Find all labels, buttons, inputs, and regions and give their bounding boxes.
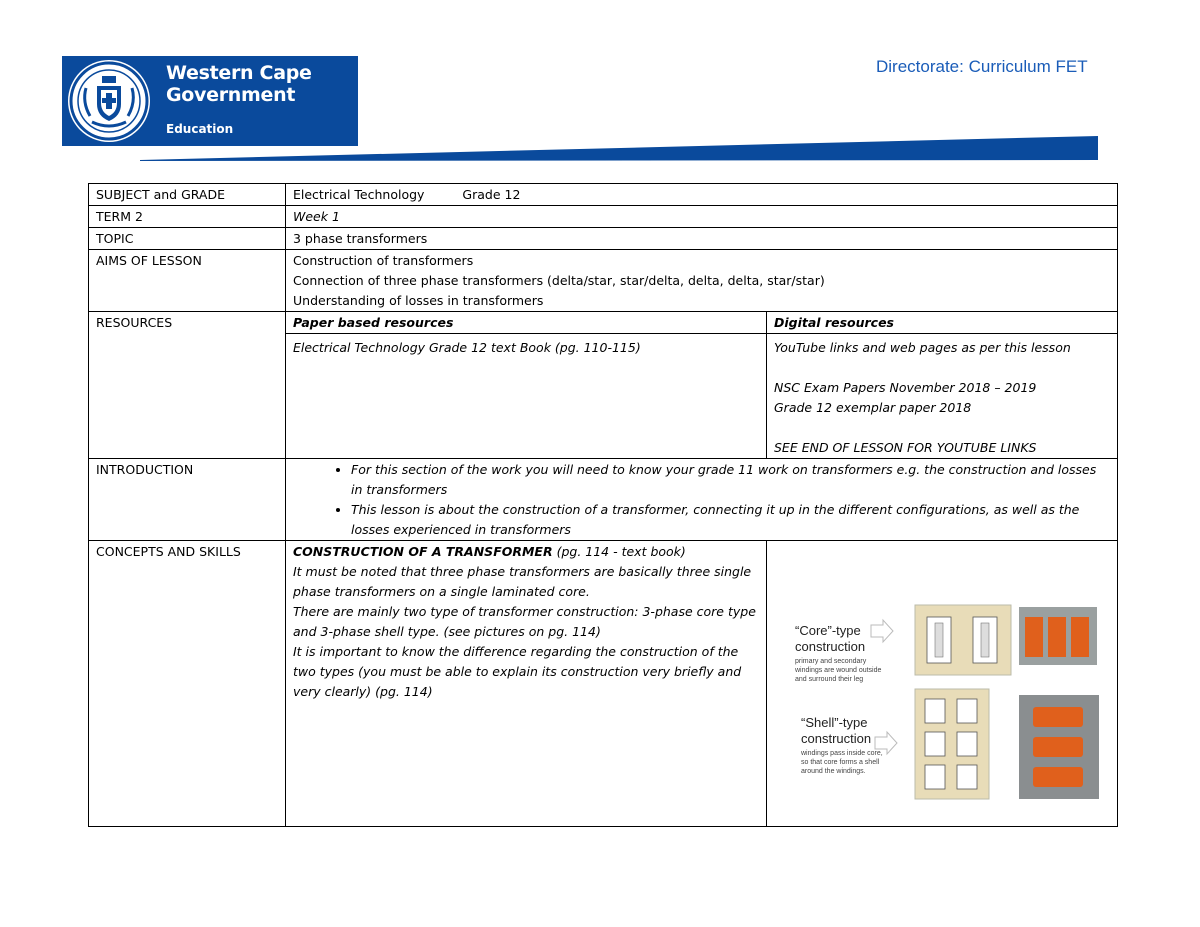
table-row-concepts: [89, 541, 1118, 827]
core-type-desc: primary and secondary: [795, 658, 867, 665]
intro-bullet: • For this section of the work you will need to know your grade 11 work on transformers e.g. the construction and losses in transformers: [351, 460, 1111, 500]
directorate-label: Directorate: Curriculum FET: [876, 57, 1088, 76]
subject-value-cell: [286, 184, 1118, 206]
shell-type-desc: windings pass inside core,: [801, 750, 883, 757]
term-label: TERM 2: [89, 206, 286, 228]
shell-type-title-2: construction: [801, 731, 872, 746]
coat-of-arms-icon: [68, 60, 150, 142]
aims-label: AIMS OF LESSON: [89, 250, 286, 312]
transformer-construction-figure: [787, 603, 1107, 803]
introduction-label: INTRODUCTION: [89, 459, 286, 541]
paper-resources-heading: Paper based resources: [286, 312, 767, 334]
concepts-heading-line: [293, 542, 760, 562]
aim-item: Understanding of losses in transformers: [293, 293, 544, 308]
subject-value: Electrical Technology: [293, 187, 425, 202]
logo-line-3: Education: [166, 122, 234, 136]
introduction-bullets: [293, 460, 1111, 540]
concepts-text-cell: [286, 541, 767, 827]
core-type-desc: windings are wound outside: [795, 667, 882, 674]
table-row-introduction: [89, 459, 1118, 541]
lesson-plan-table: [88, 183, 1118, 827]
grade-value: Grade 12: [462, 187, 521, 202]
resources-label: RESOURCES: [89, 312, 286, 459]
shell-type-desc: so that core forms a shell: [801, 759, 880, 766]
arrow-right-icon: [871, 620, 893, 642]
digital-resource-item: NSC Exam Papers November 2018 – 2019: [774, 380, 1037, 395]
shell-type-title: “Shell”-type: [801, 715, 868, 730]
paper-resource-item: Electrical Technology Grade 12 text Book (pg. 110-115): [286, 334, 767, 459]
concepts-heading: CONSTRUCTION OF A TRANSFORMER: [293, 544, 553, 559]
table-row-subject: [89, 184, 1118, 206]
digital-resource-item: Grade 12 exemplar paper 2018: [774, 400, 972, 415]
concepts-heading-suffix: (pg. 114 - text book): [552, 544, 686, 559]
core-type-desc: and surround their leg: [795, 676, 864, 683]
logo-line-2: Government: [166, 84, 296, 106]
aim-item: Connection of three phase transformers (delta/star, star/delta, delta, delta, star/star): [293, 273, 825, 288]
core-type-title: “Core”-type: [795, 623, 861, 638]
table-row-term: [89, 206, 1118, 228]
concepts-paragraph: It must be noted that three phase transformers are basically three single phase transformers on a single laminated core.: [293, 564, 752, 599]
table-row-resources-head: [89, 312, 1118, 334]
table-row-topic: [89, 228, 1118, 250]
digital-resources-list: [767, 334, 1118, 459]
core-type-title-2: construction: [795, 639, 866, 654]
digital-resource-item: SEE END OF LESSON FOR YOUTUBE LINKS: [774, 440, 1037, 455]
shell-type-desc: around the windings.: [801, 768, 866, 775]
term-value: Week 1: [286, 206, 1118, 228]
logo-line-1: Western Cape: [166, 62, 312, 84]
intro-bullet: • This lesson is about the construction of a transformer, connecting it up in the different configurations, as well as the losses experienced in transformers: [351, 500, 1111, 540]
header-swoosh: [140, 134, 1100, 164]
topic-label: TOPIC: [89, 228, 286, 250]
digital-resource-item: YouTube links and web pages as per this lesson: [774, 340, 1071, 355]
digital-resources-heading: Digital resources: [767, 312, 1118, 334]
introduction-cell: [286, 459, 1118, 541]
wcg-logo: [62, 56, 358, 146]
topic-value: 3 phase transformers: [286, 228, 1118, 250]
concepts-label: CONCEPTS AND SKILLS: [89, 541, 286, 827]
transformer-figure-cell: [767, 541, 1118, 827]
subject-label: SUBJECT and GRADE: [89, 184, 286, 206]
table-row-aims: [89, 250, 1118, 312]
aim-item: Construction of transformers: [293, 253, 474, 268]
aims-cell: [286, 250, 1118, 312]
concepts-paragraph: It is important to know the difference regarding the construction of the two types (you must be able to explain its construction very briefly and very clearly) (pg. 114): [293, 644, 742, 699]
concepts-paragraph: There are mainly two type of transformer construction: 3-phase core type and 3-phase shell type. (see pictures on pg. 114): [293, 604, 756, 639]
